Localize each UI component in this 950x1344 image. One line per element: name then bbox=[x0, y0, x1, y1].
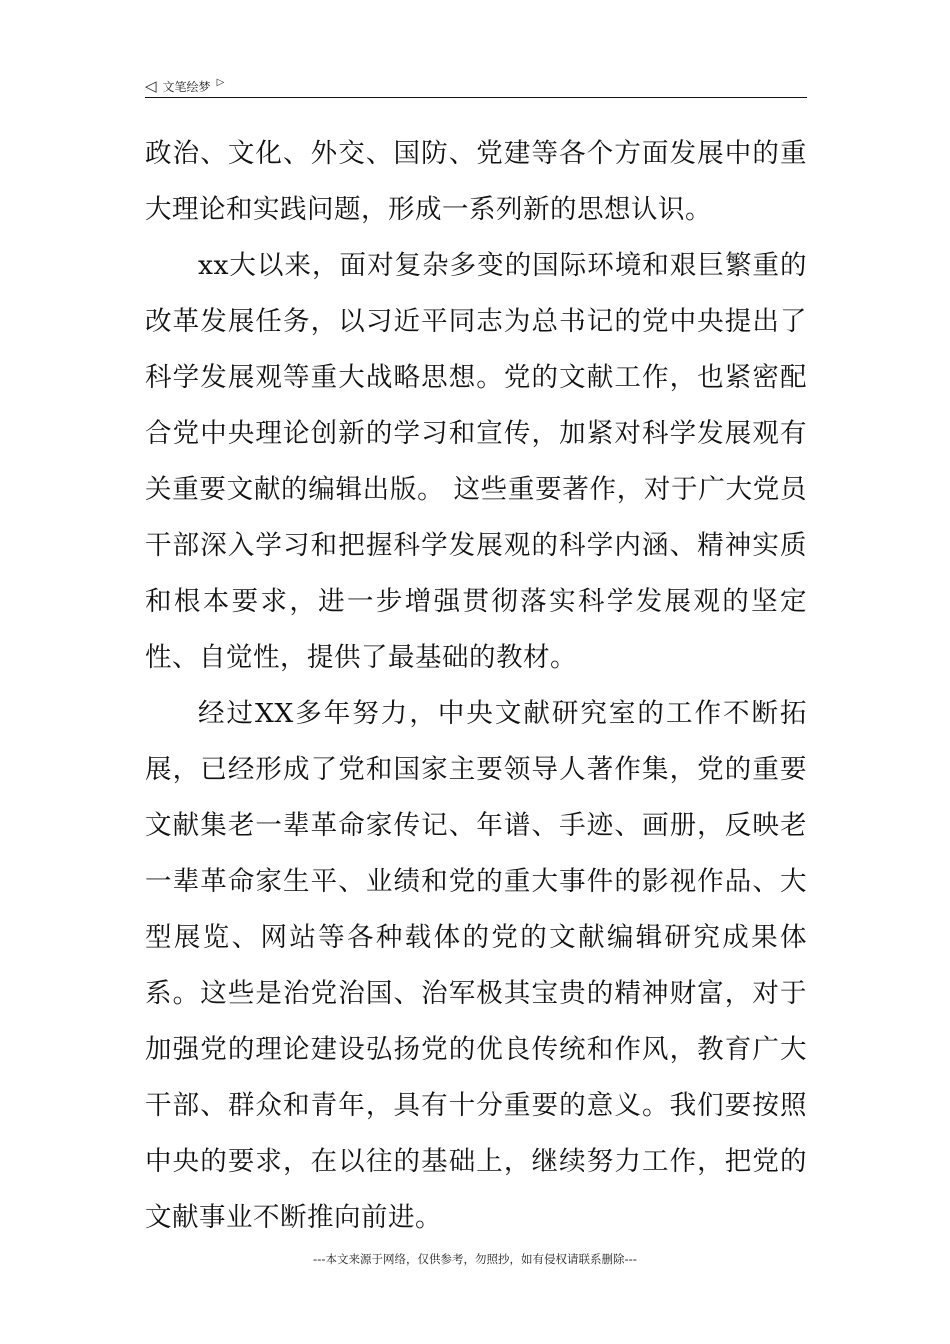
page-header bbox=[145, 74, 807, 98]
paragraph-2: xx大以来，面对复杂多变的国际环境和艰巨繁重的改革发展任务，以习近平同志为总书记的党中央提出了科学发展观等重大战略思想。党的文献工作，也紧密配合党中央理论创新的学习和宣传，加紧对科学发展观有关重要文献的编辑出版。 这些重要著作，对于广大党员干部深入学习和把握科学发展观的科学内涵、精神实质和根本要求，进一步增强贯彻落实科学发展观的坚定性、自觉性，提供了最基础的教材。 bbox=[145, 250, 807, 673]
paragraph-3: 经过XX多年努力，中央文献研究室的工作不断拓展，已经形成了党和国家主要领导人著作集，党的重要文献集老一辈革命家传记、年谱、手迹、画册，反映老一辈革命家生平、业绩和党的重大事件的影视作品、大型展览、网站等各种载体的党的文献编辑研究成果体系。这些是治党治国、治军极其宝贵的精神财富，对于加强党的理论建设弘扬党的优良传统和作风，教育广大干部、群众和青年，具有十分重要的意义。我们要按照中央的要求，在以往的基础上，继续努力工作，把党的文献事业不断推向前进。 bbox=[145, 698, 807, 1233]
right-triangle-icon: ▷ bbox=[216, 77, 225, 88]
left-triangle-icon: ◁ bbox=[145, 76, 157, 95]
document-body bbox=[145, 126, 807, 1246]
footer-disclaimer: ---本文来源于网络，仅供参考，勿照抄，如有侵权请联系删除--- bbox=[313, 1252, 637, 1266]
header-title: 文笔绘梦 bbox=[162, 79, 211, 94]
header-divider bbox=[145, 97, 807, 98]
paragraph-1: 政治、文化、外交、国防、党建等各个方面发展中的重大理论和实践问题，形成一系列新的思想认识。 bbox=[145, 138, 807, 225]
